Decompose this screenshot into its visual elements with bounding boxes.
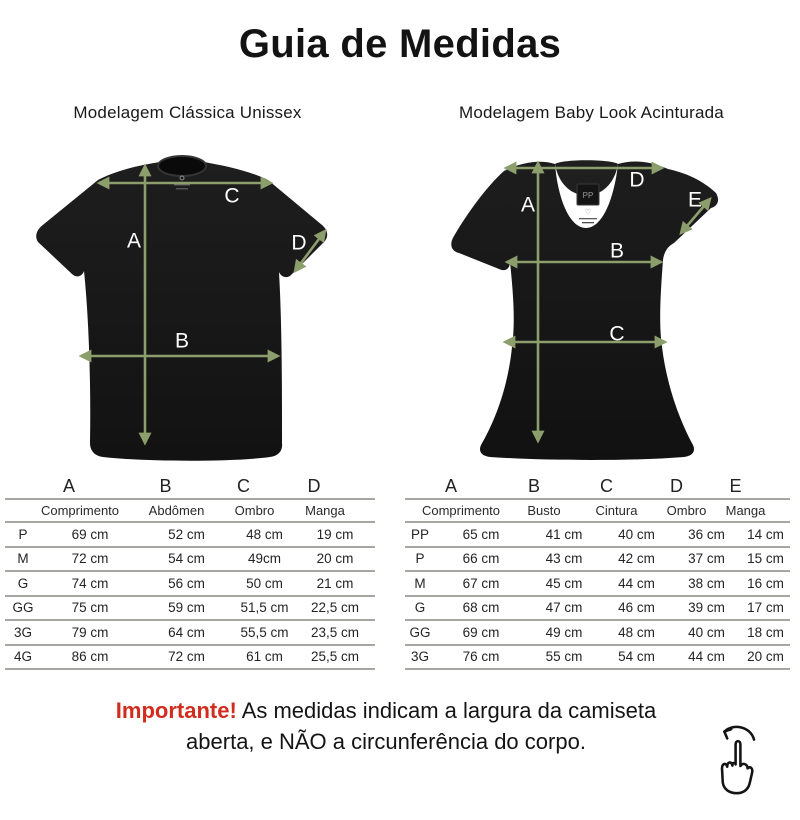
value-cell: 15 cm: [747, 551, 784, 567]
value-cell: 68 cm: [462, 600, 500, 616]
value-cell: 86 cm: [71, 649, 109, 665]
col-letter: B: [159, 475, 172, 496]
col-name: Comprimento: [421, 503, 501, 518]
measure-label-b: B: [174, 329, 190, 353]
value-cell: 49 cm: [545, 624, 583, 640]
classic-neck-text: [176, 188, 188, 189]
size-cell: P: [18, 526, 28, 542]
value-cell: 50 cm: [246, 575, 283, 591]
measure-label-a: A: [126, 229, 142, 253]
value-cell: 36 cm: [688, 526, 725, 542]
value-cell: 56 cm: [168, 575, 205, 591]
value-cell: 17 cm: [747, 600, 784, 616]
col-name: Ombro: [666, 503, 707, 518]
table-row: [405, 597, 790, 622]
classic-shirt-body: [36, 157, 327, 461]
col-letter: A: [62, 475, 75, 496]
value-cell: 42 cm: [618, 551, 655, 567]
classic-collar: [158, 156, 206, 176]
value-cell: 20 cm: [747, 649, 784, 665]
value-cell: 40 cm: [688, 624, 725, 640]
col-name: Comprimento: [40, 503, 120, 518]
value-cell: 21 cm: [316, 575, 354, 591]
measure-label-c: C: [609, 322, 625, 346]
size-cell: 4G: [13, 649, 32, 665]
table-row: [5, 597, 375, 622]
table-row: [405, 572, 790, 597]
size-cell: G: [414, 600, 426, 616]
table-row: [405, 523, 790, 548]
classic-size-table: [5, 474, 375, 670]
size-cell: M: [414, 575, 426, 591]
note-line-1: [0, 695, 772, 726]
value-cell: 79 cm: [71, 624, 109, 640]
classic-shirt-diagram: [10, 140, 390, 470]
value-cell: 16 cm: [747, 575, 784, 591]
value-cell: 75 cm: [71, 600, 109, 616]
subtitle-babylook: Modelagem Baby Look Acinturada: [459, 103, 724, 122]
value-cell: 51,5 cm: [240, 600, 289, 616]
rotate-arrow-head: [724, 729, 731, 738]
value-cell: 54 cm: [168, 551, 205, 567]
col-name: Busto: [527, 503, 561, 518]
note-line-2: aberta, e NÃO a circunferência do corpo.: [186, 729, 586, 754]
babylook-shirt-body: [451, 162, 718, 460]
col-letter: A: [444, 475, 457, 496]
value-cell: 23,5 cm: [310, 624, 360, 640]
value-cell: 39 cm: [688, 600, 725, 616]
value-cell: 64 cm: [168, 624, 205, 640]
value-cell: 38 cm: [688, 575, 725, 591]
value-cell: 72 cm: [168, 649, 205, 665]
col-letter: C: [600, 475, 613, 496]
value-cell: 44 cm: [688, 649, 725, 665]
col-letter: E: [729, 475, 742, 496]
table-row: [5, 572, 375, 597]
value-cell: 54 cm: [618, 649, 655, 665]
size-cell: 3G: [13, 624, 32, 640]
babylook-tag-logo: ♡: [584, 209, 592, 216]
babylook-tag-text: [582, 222, 594, 223]
table-row: [405, 621, 790, 646]
subtitle-classic: Modelagem Clássica Unissex: [73, 103, 302, 122]
value-cell: 48 cm: [618, 624, 655, 640]
col-letter: D: [670, 475, 683, 496]
table-row: [5, 548, 375, 573]
value-cell: 49cm: [247, 551, 281, 567]
value-cell: 48 cm: [246, 526, 283, 542]
size-cell: P: [415, 551, 425, 567]
measure-label-d: D: [291, 231, 307, 255]
value-cell: 14 cm: [747, 526, 784, 542]
columns-row: [405, 500, 790, 523]
value-cell: 25,5 cm: [310, 649, 360, 665]
value-cell: 65 cm: [462, 526, 500, 542]
table-row: [405, 548, 790, 573]
size-cell: M: [17, 551, 29, 567]
value-cell: 52 cm: [168, 526, 205, 542]
table-row: [5, 646, 375, 671]
size-cell: PP: [410, 526, 429, 542]
value-cell: 43 cm: [545, 551, 583, 567]
note-text-1: As medidas indicam a largura da camiseta: [241, 698, 657, 723]
col-name: Abdômen: [148, 503, 205, 518]
value-cell: 59 cm: [168, 600, 205, 616]
letters-row: [405, 474, 790, 500]
col-name: Cintura: [595, 503, 638, 518]
size-cell: 3G: [410, 649, 429, 665]
size-cell: GG: [12, 600, 34, 616]
value-cell: 76 cm: [462, 649, 500, 665]
size-cell: GG: [409, 624, 431, 640]
measure-label-e: E: [687, 188, 703, 212]
table-row: [5, 621, 375, 646]
col-letter: D: [307, 475, 321, 496]
value-cell: 40 cm: [618, 526, 655, 542]
value-cell: 55,5 cm: [240, 624, 289, 640]
measure-label-a: A: [520, 193, 536, 217]
important-label: Importante!: [115, 698, 237, 723]
value-cell: 66 cm: [462, 551, 500, 567]
value-cell: 19 cm: [316, 526, 354, 542]
value-cell: 55 cm: [545, 649, 583, 665]
col-name: Ombro: [234, 503, 275, 518]
babylook-tag-text: [579, 218, 597, 219]
col-name: Manga: [305, 503, 345, 518]
value-cell: 18 cm: [747, 624, 784, 640]
measure-label-b: B: [609, 239, 625, 263]
important-note: [0, 695, 772, 757]
size-cell: G: [17, 575, 29, 591]
babylook-size-table: [405, 474, 790, 670]
pointing-hand: [722, 741, 752, 793]
value-cell: 45 cm: [545, 575, 583, 591]
value-cell: 74 cm: [71, 575, 109, 591]
col-letter: C: [237, 475, 250, 496]
value-cell: 67 cm: [462, 575, 500, 591]
page-title: Guia de Medidas: [238, 22, 562, 66]
value-cell: 61 cm: [246, 649, 283, 665]
value-cell: 69 cm: [462, 624, 500, 640]
swipe-rotate-hand-icon: [706, 714, 770, 802]
measure-label-d: D: [629, 168, 645, 192]
col-name: Manga: [725, 503, 766, 518]
value-cell: 20 cm: [316, 551, 354, 567]
measure-label-c: C: [224, 184, 240, 208]
babylook-shirt-diagram: [400, 140, 790, 470]
value-cell: 46 cm: [618, 600, 655, 616]
table-row: [5, 523, 375, 548]
value-cell: 47 cm: [545, 600, 583, 616]
value-cell: 41 cm: [545, 526, 583, 542]
value-cell: 69 cm: [71, 526, 109, 542]
value-cell: 44 cm: [618, 575, 655, 591]
value-cell: 37 cm: [688, 551, 725, 567]
value-cell: 22,5 cm: [310, 600, 360, 616]
columns-row: [5, 500, 375, 523]
table-row: [405, 646, 790, 671]
col-letter: B: [527, 475, 540, 496]
babylook-tag-size: PP: [582, 191, 594, 200]
value-cell: 72 cm: [71, 551, 109, 567]
letters-row: [5, 474, 375, 500]
